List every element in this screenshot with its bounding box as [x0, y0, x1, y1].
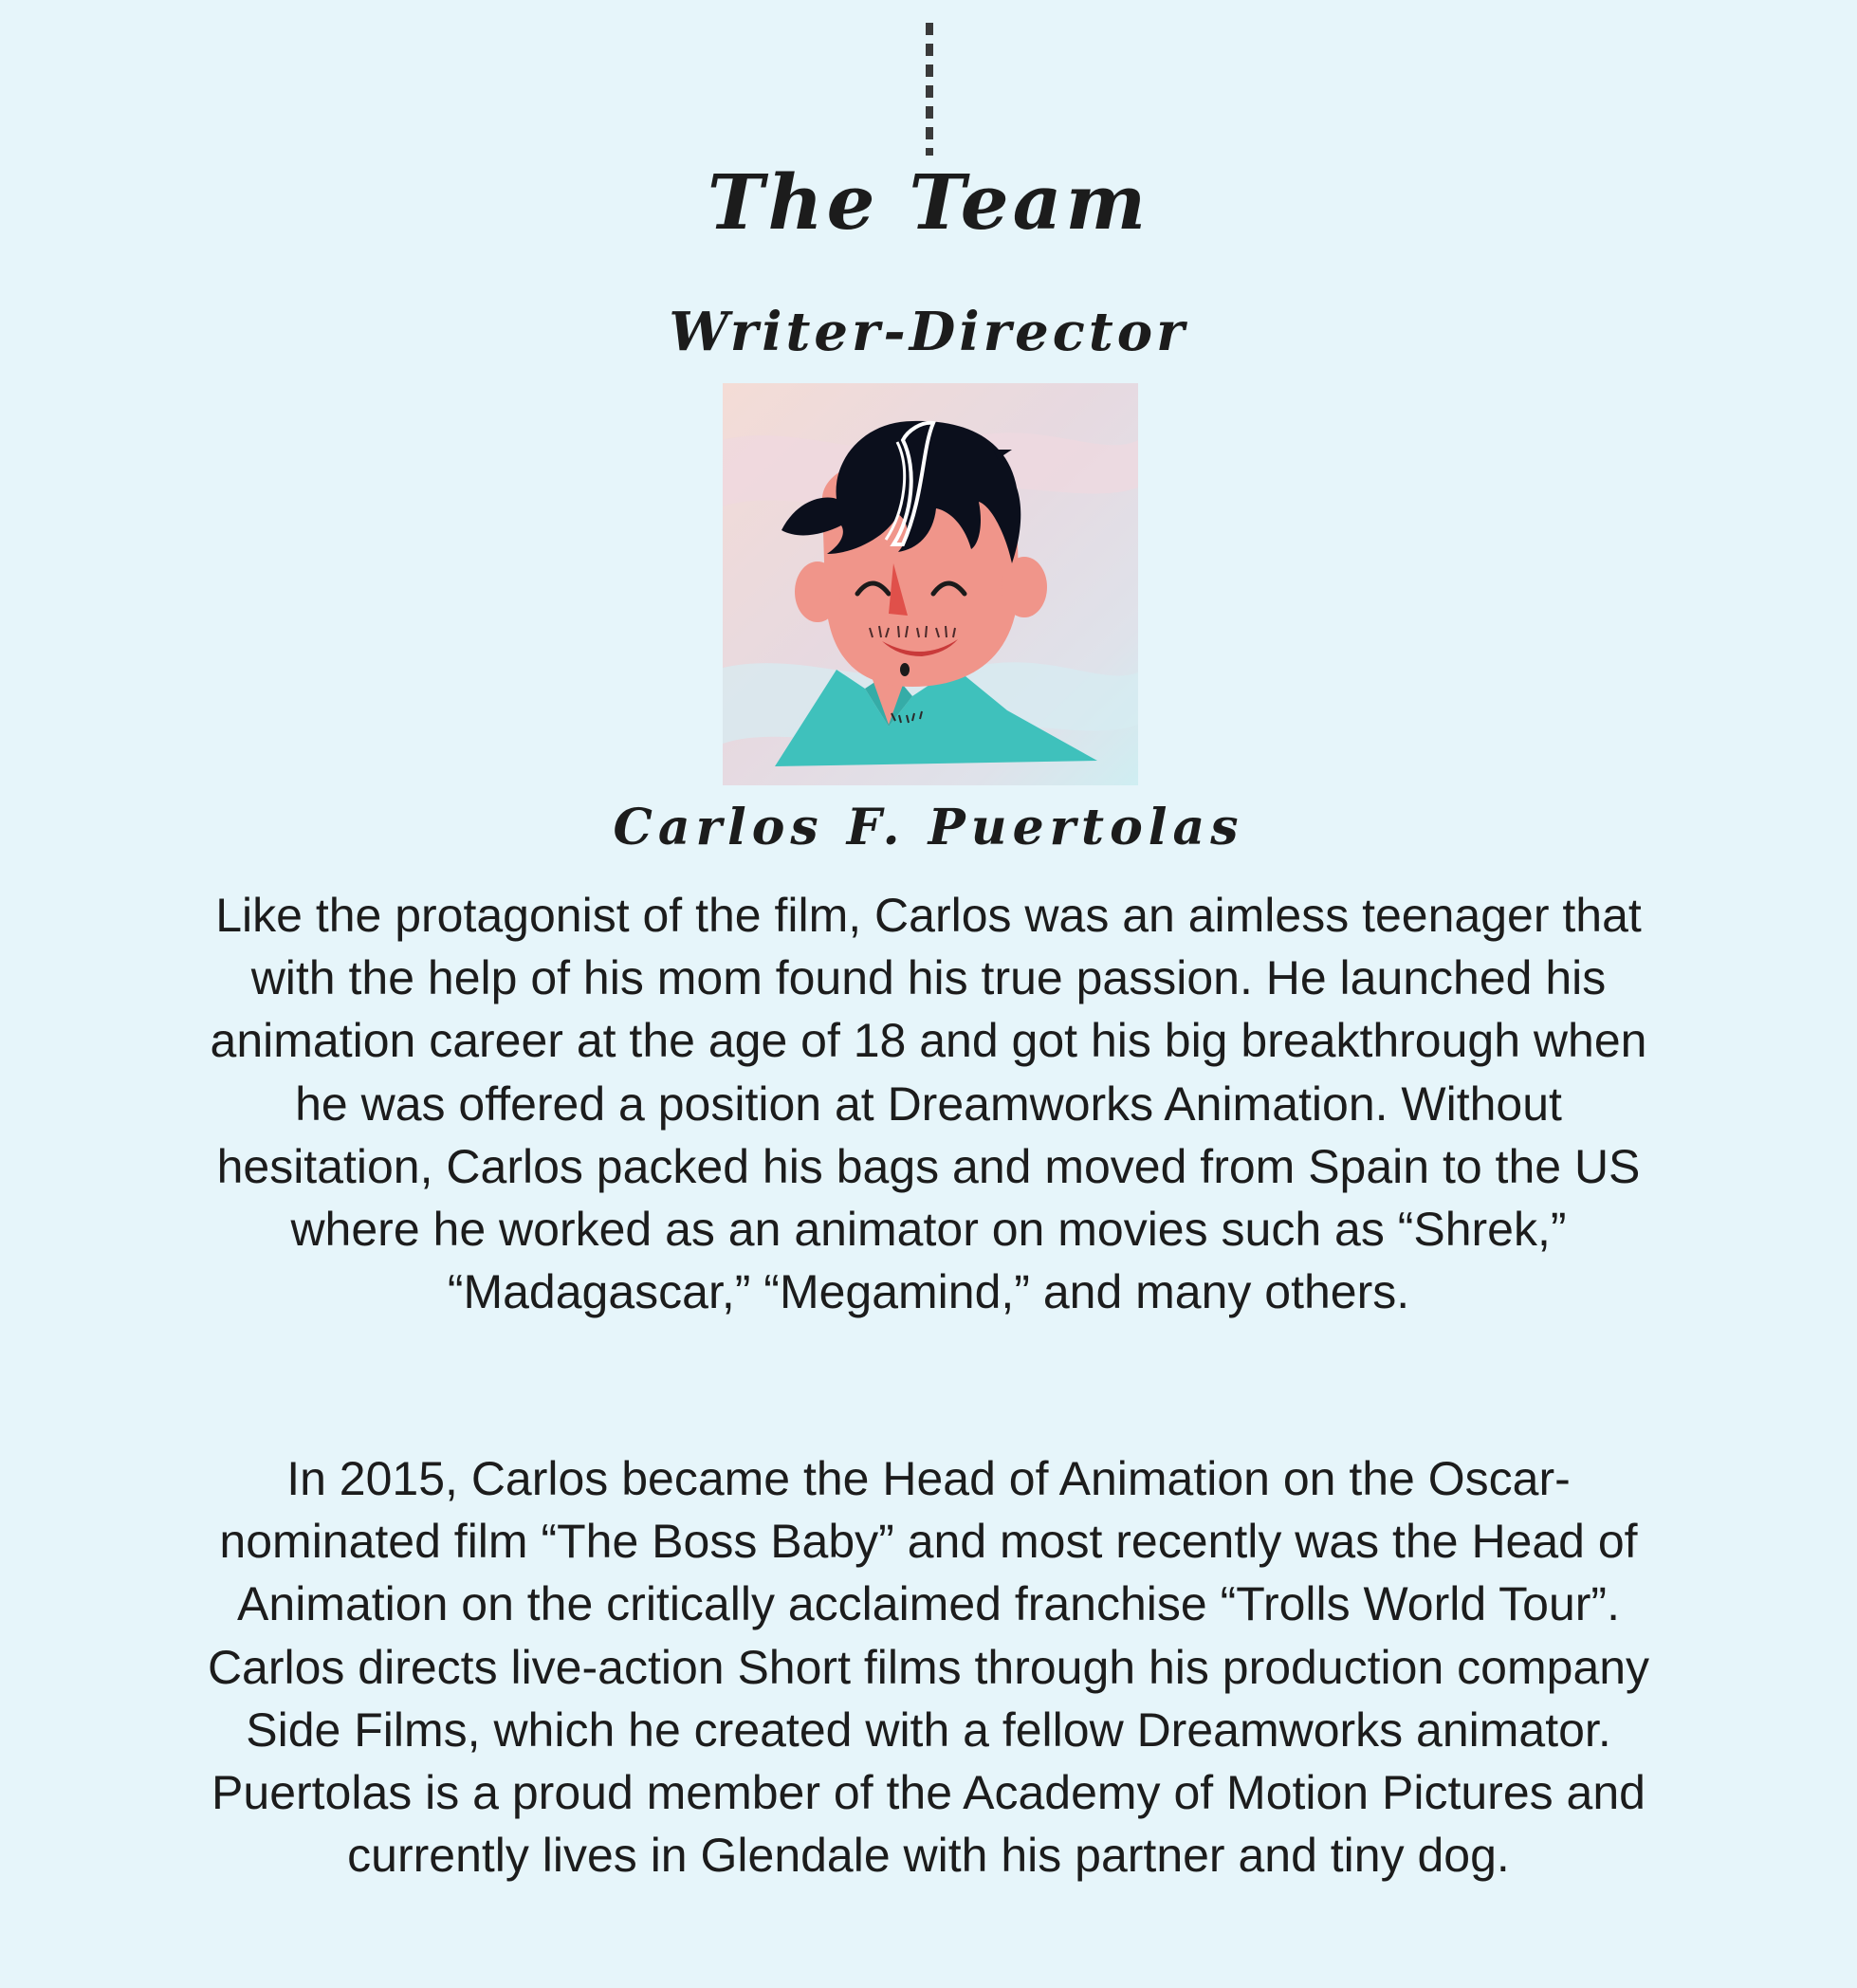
left-ear: [795, 561, 840, 622]
avatar: [723, 383, 1138, 785]
section-divider: [926, 23, 933, 156]
section-title: The Team: [707, 157, 1150, 247]
chin-dot: [900, 663, 910, 676]
right-ear: [1002, 557, 1047, 617]
member-role: Writer-Director: [669, 301, 1188, 363]
member-bio-paragraph: Like the protagonist of the film, Carlos was an aimless teenager that with the help of his mom found his true passion. He launched his animation career at the age of 18 and got his big breakthrough when he was offered a position at Dreamworks Animation. Without hesitation, Carlos packed his bags and moved from Spain to the US where he worked as an animator on movies such as “Shrek,” “Madagascar,” “Megamind,” and many others.: [210, 889, 1647, 1319]
member-bio-paragraph: In 2015, Carlos became the Head of Animation on the Oscar-nominated film “The Boss Baby” and most recently was the Head of Animation on the critically acclaimed franchise “Trolls World Tour”. Carlos directs live-action Short films through his production company Side Films, which he created with a fellow Dreamworks animator. Puertolas is a proud member of the Academy of Motion Pictures and currently lives in Glendale with his partner and tiny dog.: [207, 1452, 1650, 1883]
member-name: Carlos F. Puertolas: [613, 799, 1244, 856]
